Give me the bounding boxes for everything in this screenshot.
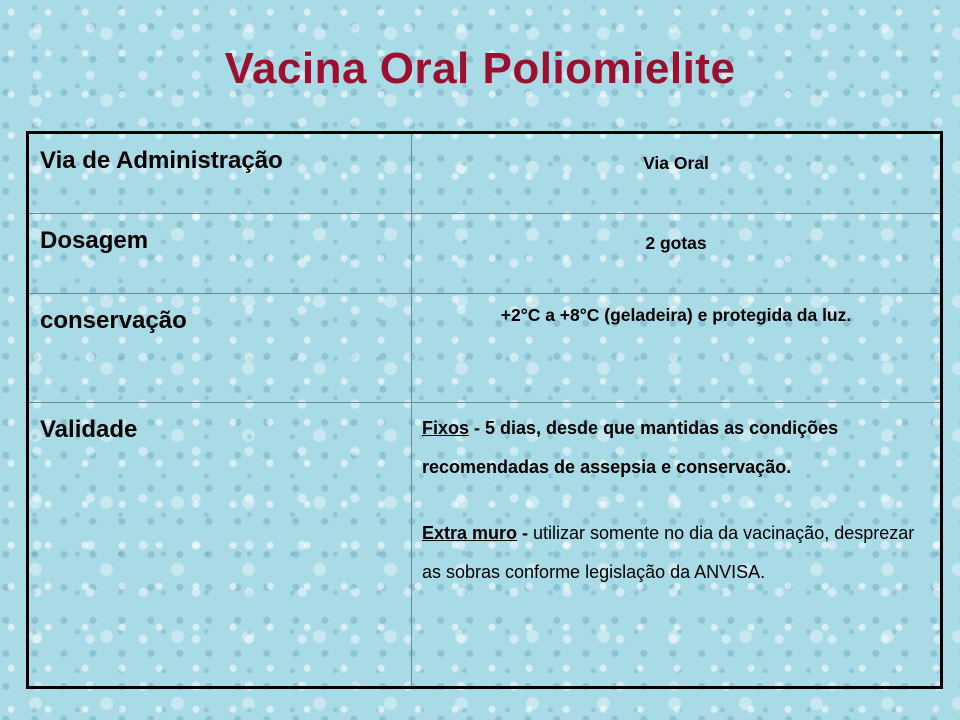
extra-muro-term: Extra muro [422, 523, 518, 543]
vaccine-info-table [26, 131, 943, 689]
value-conservacao: +2°C a +8°C (geladeira) e protegida da luz. [500, 305, 852, 325]
label-conservacao: conservação [40, 307, 187, 334]
extra-muro-paragraph [422, 514, 932, 591]
row-value-cell [412, 403, 942, 688]
label-via-administracao: Via de Administração [40, 147, 283, 174]
label-dosagem: Dosagem [40, 227, 149, 254]
row-label-cell [28, 294, 412, 403]
fixos-term: Fixos [422, 418, 470, 438]
row-value-cell [412, 133, 942, 214]
row-value-cell [412, 214, 942, 294]
table-row [28, 133, 942, 214]
value-dosagem: 2 gotas [645, 233, 707, 253]
row-label-cell [28, 214, 412, 294]
row-label-cell [28, 403, 412, 688]
extra-muro-text: utilizar somente no dia da vacinação, desprezar as sobras conforme legislação da ANVISA. [422, 523, 915, 582]
extra-muro-dash: - [517, 523, 534, 543]
table-row [28, 403, 942, 688]
table-row [28, 214, 942, 294]
fixos-text: - 5 dias, desde que mantidas as condições recomendadas de assepsia e conservação. [422, 418, 839, 477]
table-row [28, 294, 942, 403]
validade-details [412, 403, 940, 591]
row-value-cell [412, 294, 942, 403]
label-validade: Validade [40, 416, 138, 443]
slide-title: Vacina Oral Poliomielite [224, 44, 736, 93]
fixos-paragraph [422, 409, 932, 486]
row-label-cell [28, 133, 412, 214]
value-via-oral: Via Oral [643, 153, 709, 173]
